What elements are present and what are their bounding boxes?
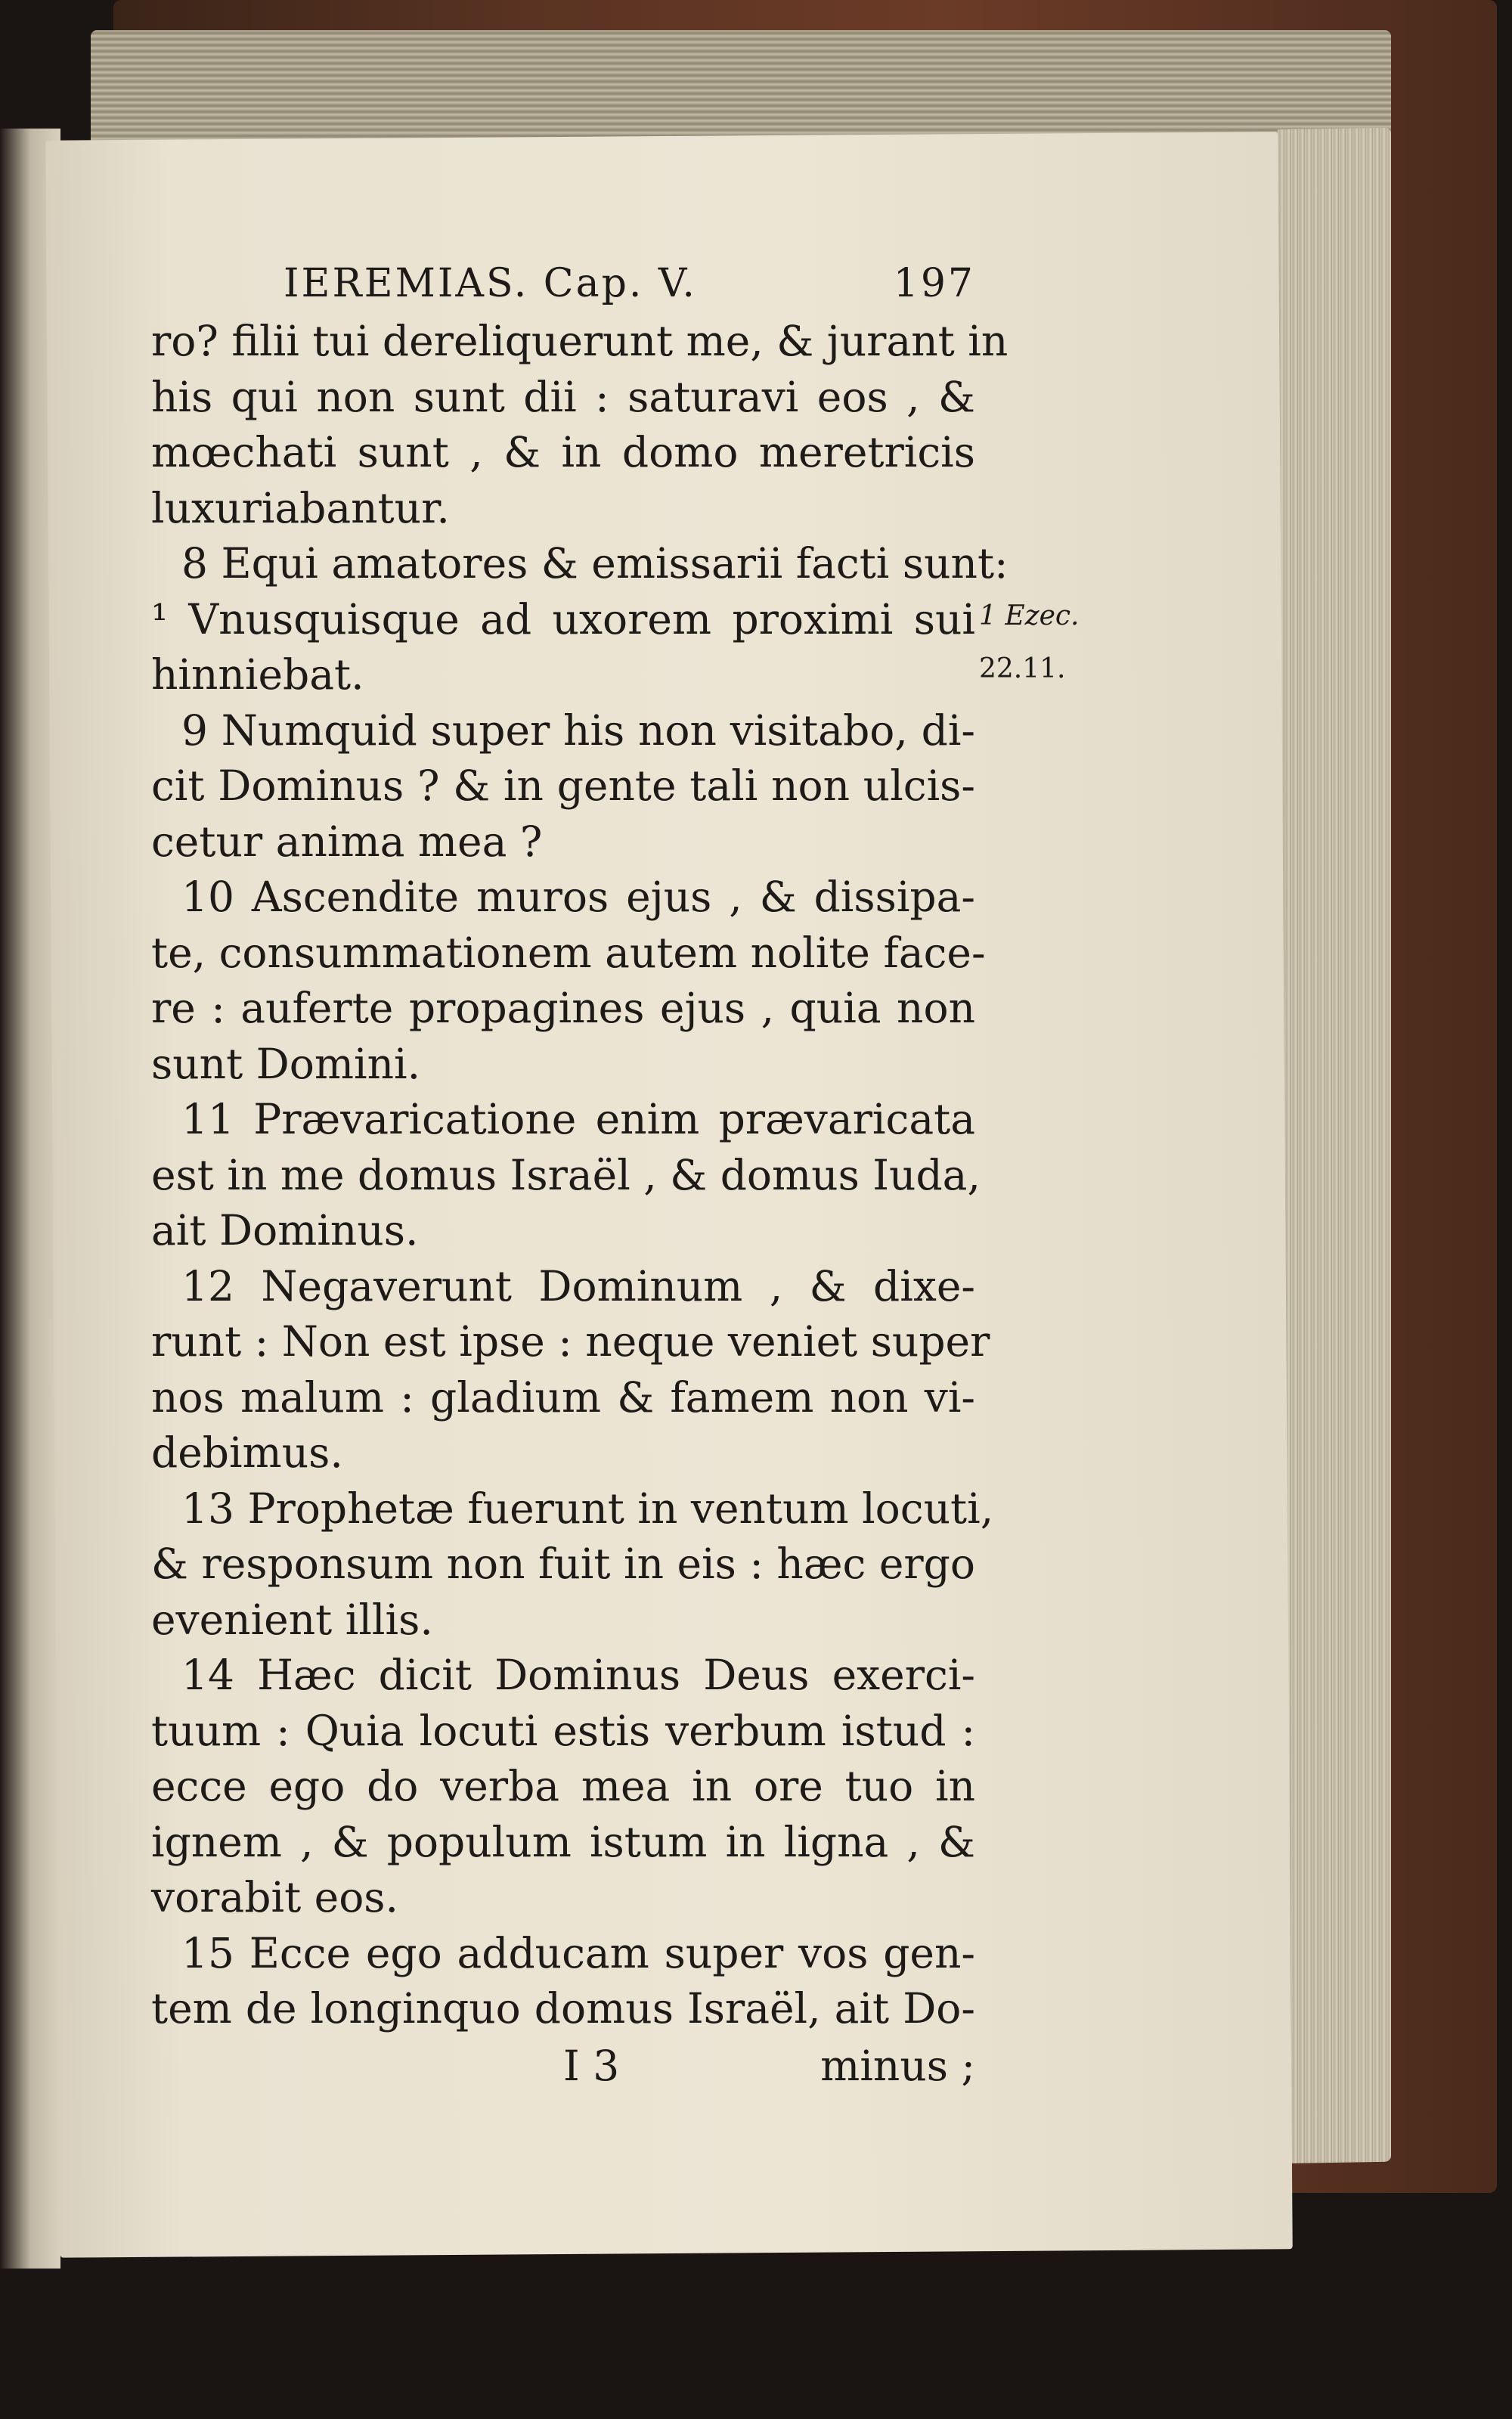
page-edges-right xyxy=(1278,128,1391,2164)
text-line: ro? filii tui dereliquerunt me, & jurant in xyxy=(151,317,1009,365)
text-line: nos malum : gladium & famem non vi- xyxy=(151,1372,975,1422)
text-line: vorabit eos. xyxy=(151,1873,399,1921)
text-line: tuum : Quia locuti estis verbum istud : xyxy=(151,1706,975,1755)
text-line: cit Dominus ? & in gente tali non ulcis- xyxy=(151,761,975,810)
catchword: minus ; xyxy=(820,2041,975,2090)
text-line: mœchati sunt , & in domo meretricis xyxy=(151,428,975,476)
text-line: his qui non sunt dii : saturavi eos , & xyxy=(151,372,975,421)
running-head xyxy=(151,261,975,314)
verse-start: 14 Hæc dicit Dominus Deus exerci- xyxy=(181,1651,975,1699)
page-footer xyxy=(151,2042,975,2102)
text-line: luxuriabantur. xyxy=(151,483,450,532)
text-line: est in me domus Israël , & domus Iuda, xyxy=(151,1150,981,1199)
text-line: debimus. xyxy=(151,1428,343,1477)
text-line: runt : Non est ipse : neque veniet super xyxy=(151,1317,990,1366)
text-line: cetur anima mea ? xyxy=(151,817,543,866)
text-line: evenient illis. xyxy=(151,1595,433,1644)
text-line: ¹ Vnusquisque ad uxorem proximi sui xyxy=(151,594,975,644)
text-line: ecce ego do verba mea in ore tuo in xyxy=(151,1762,975,1810)
text-line: tem de longinquo domus Israël, ait Do- xyxy=(151,1984,975,2033)
verse-start: 12 Negaverunt Dominum , & dixe- xyxy=(181,1261,975,1310)
margin-note-ref: 22.11. xyxy=(979,653,1066,684)
text-line: re : auferte propagines ejus , quia non xyxy=(151,984,975,1032)
text-line: sunt Domini. xyxy=(151,1039,421,1088)
text-line: ignem , & populum istum in ligna , & xyxy=(151,1817,975,1866)
text-line: ait Dominus. xyxy=(151,1206,419,1254)
verse-start: 8 Equi amatores & emissarii facti sunt: xyxy=(181,539,1009,588)
page-text xyxy=(151,261,1009,2102)
verse-start: 9 Numquid super his non visitabo, di- xyxy=(181,706,975,755)
verse-start: 13 Prophetæ fuerunt in ventum locuti, xyxy=(181,1484,994,1533)
verse-start: 15 Ecce ego adducam super vos gen- xyxy=(181,1928,975,1977)
text-line: hinniebat. xyxy=(151,650,364,699)
verse-start: 10 Ascendite muros ejus , & dissipa- xyxy=(181,873,975,921)
text-line: & responsum non fuit in eis : hæc ergo xyxy=(151,1540,975,1588)
running-head-title: IEREMIAS. Cap. V. xyxy=(284,261,697,306)
verse-start: 11 Prævaricatione enim prævaricata xyxy=(181,1095,975,1143)
margin-note xyxy=(979,601,1085,684)
page-number: 197 xyxy=(893,261,975,306)
margin-note-label: 1 Ezec. xyxy=(979,600,1080,631)
signature-mark: I 3 xyxy=(563,2041,620,2090)
text-line: te, consummationem autem nolite face- xyxy=(151,928,986,977)
